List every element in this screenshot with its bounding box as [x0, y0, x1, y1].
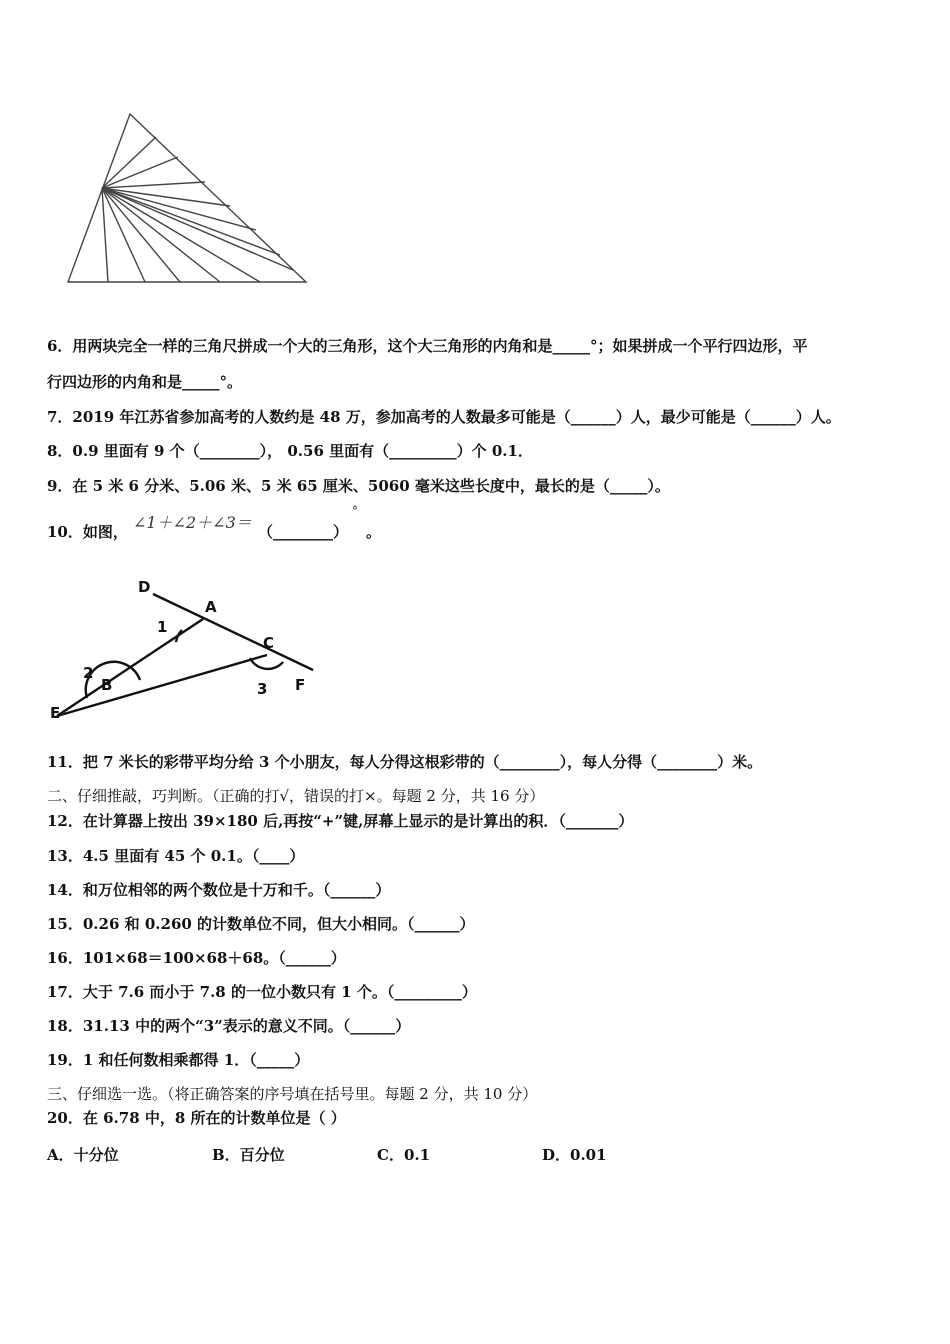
section-3-heading: 三、仔细选一选。（将正确答案的序号填在括号里。每题 2 分，共 10 分）: [47, 1085, 538, 1103]
label-B: B: [101, 676, 113, 694]
question-10-degree: °: [352, 504, 358, 518]
question-20: 20．在 6.78 中，8 所在的计数单位是（ ）: [47, 1109, 346, 1127]
question-16: 16．101×68＝100×68＋68。（______）: [47, 949, 346, 967]
question-12: 12．在计算器上按出 39×180 后,再按“+”键,屏幕上显示的是计算出的积．（_______）: [47, 812, 634, 830]
option-a: A．十分位: [47, 1146, 119, 1164]
question-8: 8．0.9 里面有 9 个（________）， 0.56 里面有（_________）个 0.1．: [47, 442, 533, 460]
fan-triangle-figure: [60, 110, 320, 290]
option-b: B．百分位: [212, 1146, 285, 1164]
question-15: 15．0.26 和 0.260 的计数单位不同，但大小相同。（______）: [47, 915, 475, 933]
question-7: 7．2019 年江苏省参加高考的人数约是 48 万，参加高考的人数最多可能是（______）人，最少可能是（______）人。: [47, 408, 841, 426]
label-F: F: [295, 676, 306, 694]
section-2-heading: 二、仔细推敲，巧判断。（正确的打√，错误的打×。每题 2 分，共 16 分）: [47, 787, 545, 805]
question-6-line-2: 行四边形的内角和是_____°。: [47, 373, 243, 391]
question-10-end: 。: [366, 523, 382, 541]
question-9: 9．在 5 米 6 分米、5.06 米、5 米 65 厘米、5060 毫米这些长度中，最长的是（_____）。: [47, 477, 670, 495]
question-11: 11．把 7 米长的彩带平均分给 3 个小朋友，每人分得这根彩带的（________），每人分得（________）米。: [47, 753, 763, 771]
question-19: 19．1 和任何数相乘都得 1．（_____）: [47, 1051, 310, 1069]
option-c: C．0.1: [377, 1146, 431, 1164]
label-angle-3: 3: [257, 680, 268, 698]
question-6-line-1: 6．用两块完全一样的三角尺拼成一个大的三角形，这个大三角形的内角和是_____°；如果拼成一个平行四边形，平: [47, 337, 808, 355]
label-A: A: [205, 598, 217, 616]
label-D: D: [138, 578, 151, 596]
label-E: E: [50, 704, 61, 722]
label-C: C: [263, 634, 275, 652]
question-14: 14．和万位相邻的两个数位是十万和千。（______）: [47, 881, 391, 899]
question-10-prefix: 10．如图，: [47, 523, 128, 541]
label-angle-2: 2: [83, 664, 94, 682]
question-13: 13．4.5 里面有 45 个 0.1。（____）: [47, 847, 305, 865]
angle-diagram-figure: [45, 572, 335, 722]
option-d: D．0.01: [542, 1146, 607, 1164]
question-10-blank: （________）: [258, 523, 349, 541]
label-angle-1: 1: [157, 618, 168, 636]
question-18: 18．31.13 中的两个“3”表示的意义不同。（______）: [47, 1017, 411, 1035]
question-17: 17．大于 7.6 而小于 7.8 的一位小数只有 1 个。（_________）: [47, 983, 477, 1001]
question-10-formula: ∠1＋∠2＋∠3＝: [133, 513, 252, 532]
